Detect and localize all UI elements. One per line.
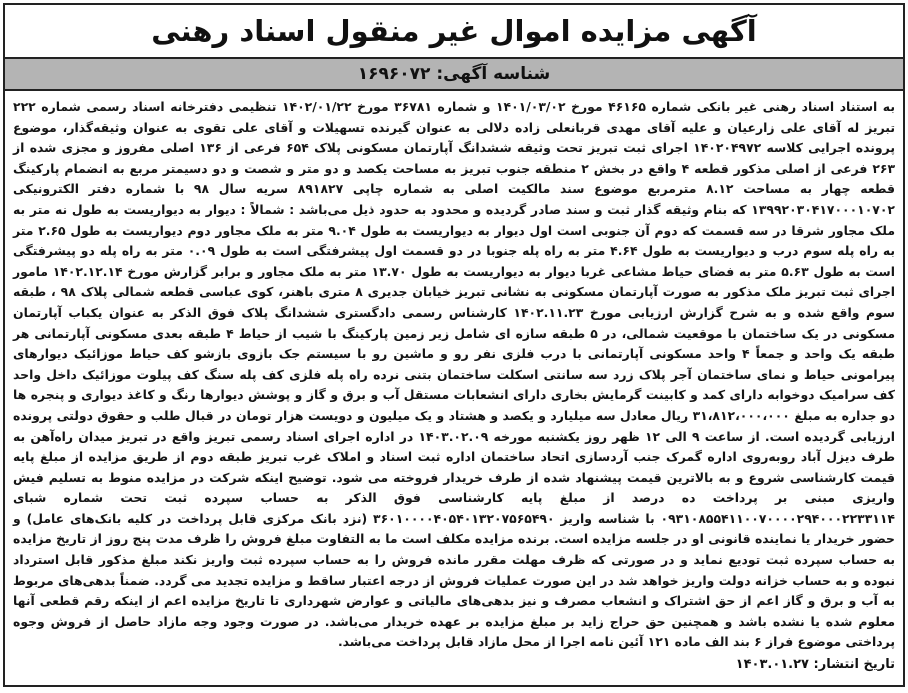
publish-date-label: تاریخ انتشار: <box>813 657 895 673</box>
notice-body <box>5 91 903 674</box>
publish-date <box>13 655 895 674</box>
notice-id-value: ۱۶۹۶۰۷۲ <box>357 64 431 84</box>
auction-notice <box>3 3 905 687</box>
notice-body-text: به استناد اسناد رهنی غیر بانکی شماره ۴۶۱۶۵ مورخ ۱۴۰۱/۰۳/۰۲ و شماره ۳۶۷۸۱ مورخ ۱۴۰۲/۰۱/۲۲ تنظیمی دفترخانه اسناد رسمی شماره ۲۲۲ تبریز له آقای علی زارعیان و علیه آقای مهدی قربانعلی زاده دلالی به عنوان گیرنده تسهیلات و آقای علی تقوی به عنوان وثیقه‌گذار، موضوع پرونده اجرایی کلاسه ۱۴۰۲۰۴۹۷۲ اجرای ثبت تبریز تحت وثیقه ششدانگ آپارتمان مسکونی پلاک ۶۵۴ فرعی از ۱۳۶ اصلی مفروز و مجزی شده از ۲۶۳ فرعی از اصلی مذکور قطعه ۴ واقع در بخش ۲ منطقه جنوب تبریز به مساحت یکصد و دو متر و شصت و دو دسیمتر مربع به انضمام پارکینگ قطعه چهار به مساحت ۸.۱۲ مترمربع موضوع سند مالکیت اصلی به شماره چاپی ۸۹۱۸۲۷ سریه سال ۹۸ با شماره دفتر الکترونیکی ۱۳۹۹۲۰۳۰۴۱۷۰۰۰۱۰۷۰۲ که بنام وثیقه گذار ثبت و سند صادر گردیده و محدود به حدود ذیل می‌باشد : شمالاً : دیوار به دیواریست به طول نه متر به ملک مجاور شرقا در سه قسمت که دوم آن جنوبی است اول دیوار به دیواریست به طول ۹.۰۴ متر به ملک مجاور دوم دیواریست به طول ۲.۶۵ متر به راه پله سوم درب و دیواریست به طول ۴.۶۴ متر به راه پله جنوبا در دو قسمت اول پیشرفتگی است به طول ۰.۰۹ متر به راه پله دو پیشرفتگی است به طول ۵.۶۳ متر به فضای حیاط مشاعی غربا دیوار به دیواریست به طول ۱۳.۷۰ متر به ملک مجاور و برابر گزارش مورخ ۱۴۰۲.۱۲.۱۴ مامور اجرای ثبت تبریز ملک مذکور به صورت آپارتمان مسکونی به نشانی تبریز خیابان جدیری ۸ متری باهنر، کوی عباسی قطعه شمالی پلاک ۹۸ ، طبقه سوم واقع شده و به شرح گزارش ارزیابی مورخ ۱۴۰۲.۱۱.۲۳ کارشناس رسمی دادگستری ششدانگ پلاک فوق الذکر به عنوان یکباب آپارتمان مسکونی در یک ساختمان با موقعیت شمالی، در ۵ طبقه سازه ای شامل زیر زمین پارکینگ با شیب از حیاط ۴ طبقه بعدی مسکونی آپارتمانی هر طبقه یک واحد و جمعاً ۴ واحد مسکونی آپارتمانی با درب فلزی نفر رو و ماشین رو با سیستم جک بازوی بازشو کف حیاط موزائیک دیوارهای پیرامونی حیاط و نمای ساختمان آجر پلاک زرد سه سانتی اسکلت ساختمان بتنی نرده راه پله فلزی کف پله سنگ کف پیلوت موزائیک داخل واحد کف سرامیک دوخوابه دارای کمد و کابینت گرمایش بخاری دارای انشعابات مستقل آب و برق و گاز و پوشش دیوارها رنگ و کاغذ دیواری و پنجره ها دو جداره به مبلغ ۳۱،۸۱۲،۰۰۰،۰۰۰ ریال معادل سه میلیارد و یکصد و هشتاد و یک میلیون و دویست هزار تومان در قبال طلب و حقوق دولتی پرونده ارزیابی گردیده است. از ساعت ۹ الی ۱۲ ظهر روز یکشنبه مورخه ۱۴۰۳.۰۲.۰۹ در اداره اجرای اسناد رسمی تبریز واقع در تبریز میدان راه‌آهن به طرف دیزل آباد روبه‌روی اداره گمرک جنب آردسازی اتحاد ساختمان اداره ثبت اسناد و املاک غرب تبریز طبقه دوم از طریق مزایده از مبلغ پایه قیمت کارشناسی شروع و به بالاترین قیمت پیشنهاد شده از طرف خریدار فروخته می شود. توضیح اینکه شرکت در مزایده منوط به تسلیم فیش واریزی مبنی بر پرداخت ده درصد از مبلغ پایه کارشناسی فوق الذکر به حساب سپرده ثبت تحت شماره شبای ۰۹۳۱۰۸۵۵۴۱۱۰۰۷۰۰۰۰۲۹۴۰۰۰۲۲۳۳۱۱۴ با شناسه واریز ۳۶۰۱۰۰۰۰۴۰۵۴۰۱۳۲۰۷۵۶۵۴۹۰ (نزد بانک مرکزی قابل پرداخت در کلیه بانک‌های عامل) و حضور خریدار یا نماینده قانونی او در جلسه مزایده است. برنده مزایده مکلف است ما به التفاوت مبلغ فروش را ظرف مدت پنج روز از تاریخ مزایده به حساب سپرده ثبت تودیع نماید و در صورتی که ظرف مهلت مقرر مانده فروش را به حساب سپرده ثبت واریز نکند مبلغ مذکور قابل استرداد نبوده و به حساب خزانه دولت واریز خواهد شد در این صورت عملیات فروش از درجه اعتبار ساقط و مزایده تجدید می گردد. ضمناً بدهی‌های مربوط به آب و برق و گاز اعم از حق اشتراک و انشعاب مصرف و نیز بدهی‌های مالیاتی و عوارض شهرداری تا تاریخ مزایده اعم از اینکه رقم قطعی آنها معلوم شده یا نشده باشد و همچنین حق حراج زاید بر مبلغ مزایده بر عهده خریدار می‌باشد. در صورت وجود وجه مازاد حاصل از فروش وجوه پرداختی موضوع فراز ۶ بند الف ماده ۱۲۱ آئین نامه اجرا از محل مازاد قابل پرداخت می‌باشد. <box>13 99 896 650</box>
notice-title: آگهی مزایده اموال غیر منقول اسناد رهنی <box>151 14 757 48</box>
title-bar <box>5 5 903 59</box>
publish-date-value: ۱۴۰۳.۰۱.۲۷ <box>735 657 809 673</box>
notice-id <box>358 64 550 84</box>
notice-id-label: شناسه آگهی: <box>436 64 551 84</box>
notice-id-bar <box>5 59 903 91</box>
